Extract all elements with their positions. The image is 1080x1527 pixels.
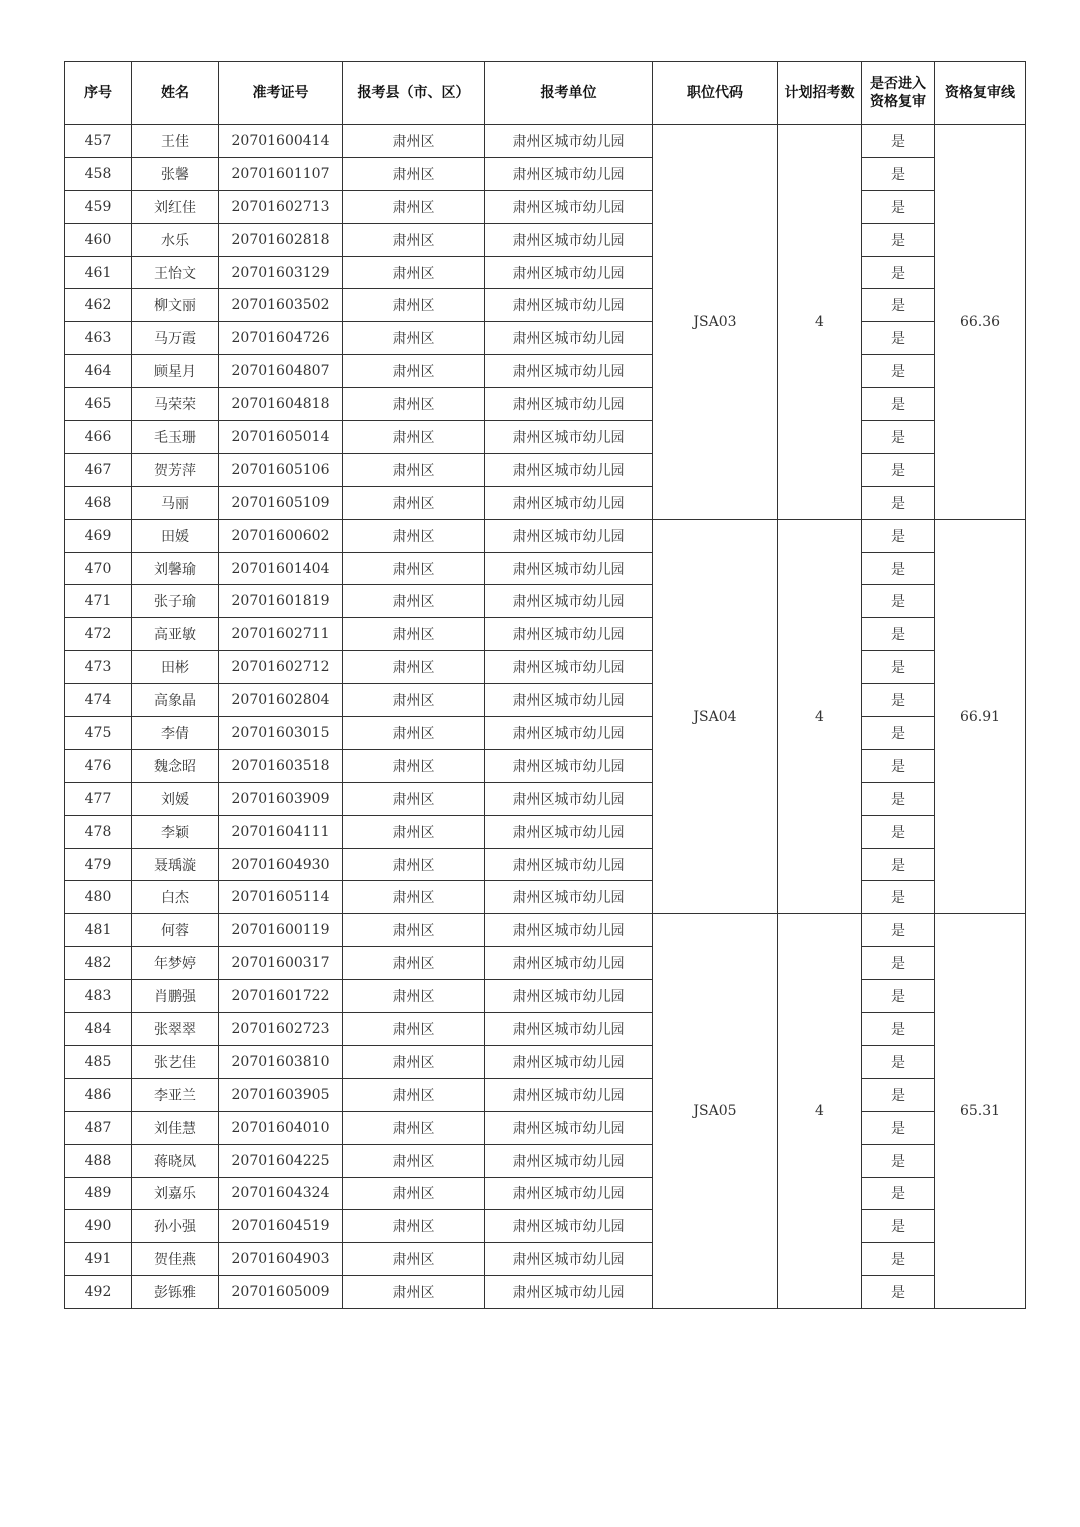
table-row — [65, 1144, 1026, 1177]
cell-seq: 485 — [65, 1045, 132, 1078]
cell-seq: 459 — [65, 190, 132, 223]
cell-ticket: 20701600602 — [219, 519, 343, 552]
cell-review-line: 66.91 — [935, 519, 1026, 914]
cell-seq: 466 — [65, 421, 132, 454]
cell-ticket: 20701601722 — [219, 980, 343, 1013]
cell-name: 张子瑜 — [132, 585, 219, 618]
cell-county: 肃州区 — [343, 1045, 485, 1078]
cell-seq: 468 — [65, 486, 132, 519]
cell-unit: 肃州区城市幼儿园 — [485, 782, 653, 815]
cell-ticket: 20701603129 — [219, 256, 343, 289]
table-row — [65, 1045, 1026, 1078]
cell-ticket: 20701602804 — [219, 684, 343, 717]
cell-unit: 肃州区城市幼儿园 — [485, 486, 653, 519]
header-position-code: 职位代码 — [653, 62, 778, 125]
results-table — [64, 61, 1026, 1309]
cell-county: 肃州区 — [343, 486, 485, 519]
cell-review: 是 — [862, 881, 935, 914]
table-row — [65, 684, 1026, 717]
cell-name: 刘红佳 — [132, 190, 219, 223]
cell-review: 是 — [862, 223, 935, 256]
cell-seq: 464 — [65, 355, 132, 388]
header-review-line1: 是否进入 — [870, 76, 926, 92]
cell-unit: 肃州区城市幼儿园 — [485, 157, 653, 190]
cell-county: 肃州区 — [343, 1111, 485, 1144]
cell-seq: 479 — [65, 848, 132, 881]
cell-seq: 467 — [65, 453, 132, 486]
cell-name: 蒋晓凤 — [132, 1144, 219, 1177]
cell-unit: 肃州区城市幼儿园 — [485, 1078, 653, 1111]
cell-unit: 肃州区城市幼儿园 — [485, 1210, 653, 1243]
cell-review-line: 66.36 — [935, 125, 1026, 520]
cell-seq: 483 — [65, 980, 132, 1013]
header-name: 姓名 — [132, 62, 219, 125]
table-row — [65, 749, 1026, 782]
cell-review: 是 — [862, 1210, 935, 1243]
cell-unit: 肃州区城市幼儿园 — [485, 618, 653, 651]
cell-name: 李颖 — [132, 815, 219, 848]
header-review-line: 资格复审线 — [935, 62, 1026, 125]
cell-county: 肃州区 — [343, 355, 485, 388]
cell-name: 毛玉珊 — [132, 421, 219, 454]
header-planned: 计划招考数 — [778, 62, 862, 125]
table-row — [65, 914, 1026, 947]
table-row — [65, 980, 1026, 1013]
cell-unit: 肃州区城市幼儿园 — [485, 322, 653, 355]
table-row — [65, 881, 1026, 914]
cell-ticket: 20701604903 — [219, 1243, 343, 1276]
table-row — [65, 388, 1026, 421]
table-row — [65, 519, 1026, 552]
cell-name: 田媛 — [132, 519, 219, 552]
cell-seq: 484 — [65, 1013, 132, 1046]
cell-unit: 肃州区城市幼儿园 — [485, 815, 653, 848]
header-county: 报考县（市、区） — [343, 62, 485, 125]
cell-ticket: 20701602723 — [219, 1013, 343, 1046]
cell-review: 是 — [862, 552, 935, 585]
cell-ticket: 20701603905 — [219, 1078, 343, 1111]
cell-ticket: 20701604807 — [219, 355, 343, 388]
cell-name: 李倩 — [132, 717, 219, 750]
cell-ticket: 20701605114 — [219, 881, 343, 914]
table-row — [65, 947, 1026, 980]
cell-county: 肃州区 — [343, 585, 485, 618]
cell-county: 肃州区 — [343, 1243, 485, 1276]
header-seq: 序号 — [65, 62, 132, 125]
table-header — [65, 62, 1026, 125]
cell-county: 肃州区 — [343, 684, 485, 717]
cell-ticket: 20701601107 — [219, 157, 343, 190]
cell-seq: 490 — [65, 1210, 132, 1243]
cell-ticket: 20701604818 — [219, 388, 343, 421]
table-row — [65, 1276, 1026, 1309]
cell-seq: 469 — [65, 519, 132, 552]
cell-planned: 4 — [778, 125, 862, 520]
cell-review: 是 — [862, 914, 935, 947]
cell-name: 彭铄雅 — [132, 1276, 219, 1309]
cell-county: 肃州区 — [343, 1144, 485, 1177]
header-ticket: 准考证号 — [219, 62, 343, 125]
table-row — [65, 1177, 1026, 1210]
cell-ticket: 20701602712 — [219, 651, 343, 684]
cell-review: 是 — [862, 1045, 935, 1078]
table-row — [65, 1210, 1026, 1243]
cell-ticket: 20701604225 — [219, 1144, 343, 1177]
cell-ticket: 20701604726 — [219, 322, 343, 355]
cell-name: 王佳 — [132, 125, 219, 158]
cell-review: 是 — [862, 355, 935, 388]
cell-ticket: 20701605106 — [219, 453, 343, 486]
cell-county: 肃州区 — [343, 256, 485, 289]
cell-seq: 463 — [65, 322, 132, 355]
cell-review: 是 — [862, 1144, 935, 1177]
cell-ticket: 20701600317 — [219, 947, 343, 980]
cell-county: 肃州区 — [343, 782, 485, 815]
cell-seq: 472 — [65, 618, 132, 651]
cell-unit: 肃州区城市幼儿园 — [485, 980, 653, 1013]
cell-county: 肃州区 — [343, 125, 485, 158]
cell-unit: 肃州区城市幼儿园 — [485, 223, 653, 256]
cell-county: 肃州区 — [343, 618, 485, 651]
cell-county: 肃州区 — [343, 519, 485, 552]
cell-ticket: 20701603909 — [219, 782, 343, 815]
cell-unit: 肃州区城市幼儿园 — [485, 1045, 653, 1078]
cell-unit: 肃州区城市幼儿园 — [485, 1177, 653, 1210]
cell-ticket: 20701603518 — [219, 749, 343, 782]
table-row — [65, 717, 1026, 750]
table-row — [65, 453, 1026, 486]
cell-seq: 481 — [65, 914, 132, 947]
cell-county: 肃州区 — [343, 552, 485, 585]
cell-ticket: 20701600414 — [219, 125, 343, 158]
cell-name: 张艺佳 — [132, 1045, 219, 1078]
cell-ticket: 20701604324 — [219, 1177, 343, 1210]
cell-ticket: 20701604111 — [219, 815, 343, 848]
table-row — [65, 651, 1026, 684]
cell-ticket: 20701603810 — [219, 1045, 343, 1078]
cell-county: 肃州区 — [343, 815, 485, 848]
cell-unit: 肃州区城市幼儿园 — [485, 190, 653, 223]
cell-name: 何蓉 — [132, 914, 219, 947]
cell-name: 刘馨瑜 — [132, 552, 219, 585]
cell-review: 是 — [862, 421, 935, 454]
cell-county: 肃州区 — [343, 1078, 485, 1111]
cell-review: 是 — [862, 947, 935, 980]
cell-name: 田彬 — [132, 651, 219, 684]
table-row — [65, 1243, 1026, 1276]
cell-unit: 肃州区城市幼儿园 — [485, 881, 653, 914]
table-row — [65, 190, 1026, 223]
cell-seq: 476 — [65, 749, 132, 782]
cell-unit: 肃州区城市幼儿园 — [485, 519, 653, 552]
cell-seq: 470 — [65, 552, 132, 585]
header-row — [65, 62, 1026, 125]
cell-unit: 肃州区城市幼儿园 — [485, 453, 653, 486]
cell-unit: 肃州区城市幼儿园 — [485, 421, 653, 454]
cell-county: 肃州区 — [343, 223, 485, 256]
cell-seq: 478 — [65, 815, 132, 848]
cell-county: 肃州区 — [343, 980, 485, 1013]
table-row — [65, 585, 1026, 618]
cell-unit: 肃州区城市幼儿园 — [485, 749, 653, 782]
cell-review: 是 — [862, 749, 935, 782]
cell-seq: 461 — [65, 256, 132, 289]
cell-review: 是 — [862, 256, 935, 289]
cell-county: 肃州区 — [343, 651, 485, 684]
cell-name: 马荣荣 — [132, 388, 219, 421]
cell-unit: 肃州区城市幼儿园 — [485, 1243, 653, 1276]
cell-review: 是 — [862, 1013, 935, 1046]
cell-review: 是 — [862, 1177, 935, 1210]
table-row — [65, 289, 1026, 322]
cell-unit: 肃州区城市幼儿园 — [485, 1144, 653, 1177]
cell-planned: 4 — [778, 914, 862, 1309]
cell-name: 魏念昭 — [132, 749, 219, 782]
table-row — [65, 256, 1026, 289]
cell-planned: 4 — [778, 519, 862, 914]
cell-county: 肃州区 — [343, 190, 485, 223]
cell-name: 刘媛 — [132, 782, 219, 815]
cell-unit: 肃州区城市幼儿园 — [485, 651, 653, 684]
cell-review: 是 — [862, 289, 935, 322]
cell-review: 是 — [862, 848, 935, 881]
cell-county: 肃州区 — [343, 914, 485, 947]
cell-name: 聂瑀漩 — [132, 848, 219, 881]
cell-name: 刘佳慧 — [132, 1111, 219, 1144]
cell-review-line: 65.31 — [935, 914, 1026, 1309]
cell-review: 是 — [862, 782, 935, 815]
cell-county: 肃州区 — [343, 717, 485, 750]
cell-seq: 465 — [65, 388, 132, 421]
cell-ticket: 20701604010 — [219, 1111, 343, 1144]
table-row — [65, 552, 1026, 585]
cell-seq: 480 — [65, 881, 132, 914]
cell-seq: 487 — [65, 1111, 132, 1144]
cell-unit: 肃州区城市幼儿园 — [485, 914, 653, 947]
cell-county: 肃州区 — [343, 388, 485, 421]
cell-unit: 肃州区城市幼儿园 — [485, 1013, 653, 1046]
table-row — [65, 223, 1026, 256]
cell-review: 是 — [862, 717, 935, 750]
cell-seq: 473 — [65, 651, 132, 684]
cell-name: 孙小强 — [132, 1210, 219, 1243]
cell-review: 是 — [862, 618, 935, 651]
cell-name: 柳文丽 — [132, 289, 219, 322]
cell-seq: 486 — [65, 1078, 132, 1111]
cell-review: 是 — [862, 980, 935, 1013]
table-row — [65, 618, 1026, 651]
cell-seq: 477 — [65, 782, 132, 815]
cell-county: 肃州区 — [343, 421, 485, 454]
cell-unit: 肃州区城市幼儿园 — [485, 684, 653, 717]
cell-ticket: 20701602713 — [219, 190, 343, 223]
cell-review: 是 — [862, 322, 935, 355]
cell-ticket: 20701603502 — [219, 289, 343, 322]
cell-name: 贺佳燕 — [132, 1243, 219, 1276]
cell-ticket: 20701603015 — [219, 717, 343, 750]
cell-ticket: 20701600119 — [219, 914, 343, 947]
cell-review: 是 — [862, 125, 935, 158]
cell-review: 是 — [862, 1243, 935, 1276]
header-review-line2: 资格复审 — [870, 94, 926, 110]
cell-unit: 肃州区城市幼儿园 — [485, 1276, 653, 1309]
cell-review: 是 — [862, 157, 935, 190]
header-unit: 报考单位 — [485, 62, 653, 125]
cell-name: 高亚敏 — [132, 618, 219, 651]
cell-ticket: 20701605109 — [219, 486, 343, 519]
cell-name: 高象晶 — [132, 684, 219, 717]
cell-seq: 457 — [65, 125, 132, 158]
cell-unit: 肃州区城市幼儿园 — [485, 848, 653, 881]
cell-review: 是 — [862, 1111, 935, 1144]
cell-unit: 肃州区城市幼儿园 — [485, 1111, 653, 1144]
cell-seq: 482 — [65, 947, 132, 980]
cell-name: 张翠翠 — [132, 1013, 219, 1046]
cell-seq: 488 — [65, 1144, 132, 1177]
cell-county: 肃州区 — [343, 1177, 485, 1210]
header-review — [862, 62, 935, 125]
cell-review: 是 — [862, 1078, 935, 1111]
cell-name: 王怡文 — [132, 256, 219, 289]
cell-seq: 491 — [65, 1243, 132, 1276]
cell-name: 马万霞 — [132, 322, 219, 355]
table-row — [65, 848, 1026, 881]
cell-unit: 肃州区城市幼儿园 — [485, 717, 653, 750]
cell-county: 肃州区 — [343, 848, 485, 881]
cell-unit: 肃州区城市幼儿园 — [485, 256, 653, 289]
table-row — [65, 322, 1026, 355]
cell-review: 是 — [862, 388, 935, 421]
cell-county: 肃州区 — [343, 157, 485, 190]
cell-ticket: 20701604519 — [219, 1210, 343, 1243]
table-row — [65, 486, 1026, 519]
cell-review: 是 — [862, 585, 935, 618]
cell-unit: 肃州区城市幼儿园 — [485, 355, 653, 388]
cell-review: 是 — [862, 651, 935, 684]
cell-position-code: JSA05 — [653, 914, 778, 1309]
cell-county: 肃州区 — [343, 453, 485, 486]
table-row — [65, 421, 1026, 454]
cell-unit: 肃州区城市幼儿园 — [485, 125, 653, 158]
cell-ticket: 20701601404 — [219, 552, 343, 585]
cell-position-code: JSA04 — [653, 519, 778, 914]
cell-unit: 肃州区城市幼儿园 — [485, 552, 653, 585]
cell-name: 白杰 — [132, 881, 219, 914]
cell-county: 肃州区 — [343, 881, 485, 914]
cell-unit: 肃州区城市幼儿园 — [485, 388, 653, 421]
cell-name: 年梦婷 — [132, 947, 219, 980]
table-row — [65, 1013, 1026, 1046]
cell-name: 肖鹏强 — [132, 980, 219, 1013]
cell-review: 是 — [862, 815, 935, 848]
cell-county: 肃州区 — [343, 947, 485, 980]
cell-name: 刘嘉乐 — [132, 1177, 219, 1210]
cell-ticket: 20701602711 — [219, 618, 343, 651]
cell-name: 马丽 — [132, 486, 219, 519]
cell-review: 是 — [862, 453, 935, 486]
cell-county: 肃州区 — [343, 1013, 485, 1046]
table-body — [65, 125, 1026, 1309]
cell-ticket: 20701602818 — [219, 223, 343, 256]
table-row — [65, 355, 1026, 388]
cell-name: 贺芳萍 — [132, 453, 219, 486]
cell-seq: 462 — [65, 289, 132, 322]
cell-name: 李亚兰 — [132, 1078, 219, 1111]
cell-seq: 489 — [65, 1177, 132, 1210]
cell-name: 顾星月 — [132, 355, 219, 388]
cell-seq: 492 — [65, 1276, 132, 1309]
cell-county: 肃州区 — [343, 289, 485, 322]
cell-county: 肃州区 — [343, 1210, 485, 1243]
table-row — [65, 815, 1026, 848]
cell-county: 肃州区 — [343, 749, 485, 782]
table-row — [65, 125, 1026, 158]
cell-county: 肃州区 — [343, 1276, 485, 1309]
cell-seq: 458 — [65, 157, 132, 190]
cell-ticket: 20701605009 — [219, 1276, 343, 1309]
table-row — [65, 782, 1026, 815]
cell-position-code: JSA03 — [653, 125, 778, 520]
cell-ticket: 20701605014 — [219, 421, 343, 454]
cell-ticket: 20701601819 — [219, 585, 343, 618]
cell-seq: 471 — [65, 585, 132, 618]
cell-seq: 460 — [65, 223, 132, 256]
cell-seq: 474 — [65, 684, 132, 717]
cell-review: 是 — [862, 519, 935, 552]
cell-name: 张馨 — [132, 157, 219, 190]
cell-unit: 肃州区城市幼儿园 — [485, 947, 653, 980]
cell-review: 是 — [862, 190, 935, 223]
cell-review: 是 — [862, 486, 935, 519]
cell-unit: 肃州区城市幼儿园 — [485, 289, 653, 322]
table-row — [65, 1078, 1026, 1111]
cell-unit: 肃州区城市幼儿园 — [485, 585, 653, 618]
cell-review: 是 — [862, 1276, 935, 1309]
table-row — [65, 1111, 1026, 1144]
cell-ticket: 20701604930 — [219, 848, 343, 881]
cell-review: 是 — [862, 684, 935, 717]
cell-seq: 475 — [65, 717, 132, 750]
table-row — [65, 157, 1026, 190]
cell-county: 肃州区 — [343, 322, 485, 355]
cell-name: 水乐 — [132, 223, 219, 256]
